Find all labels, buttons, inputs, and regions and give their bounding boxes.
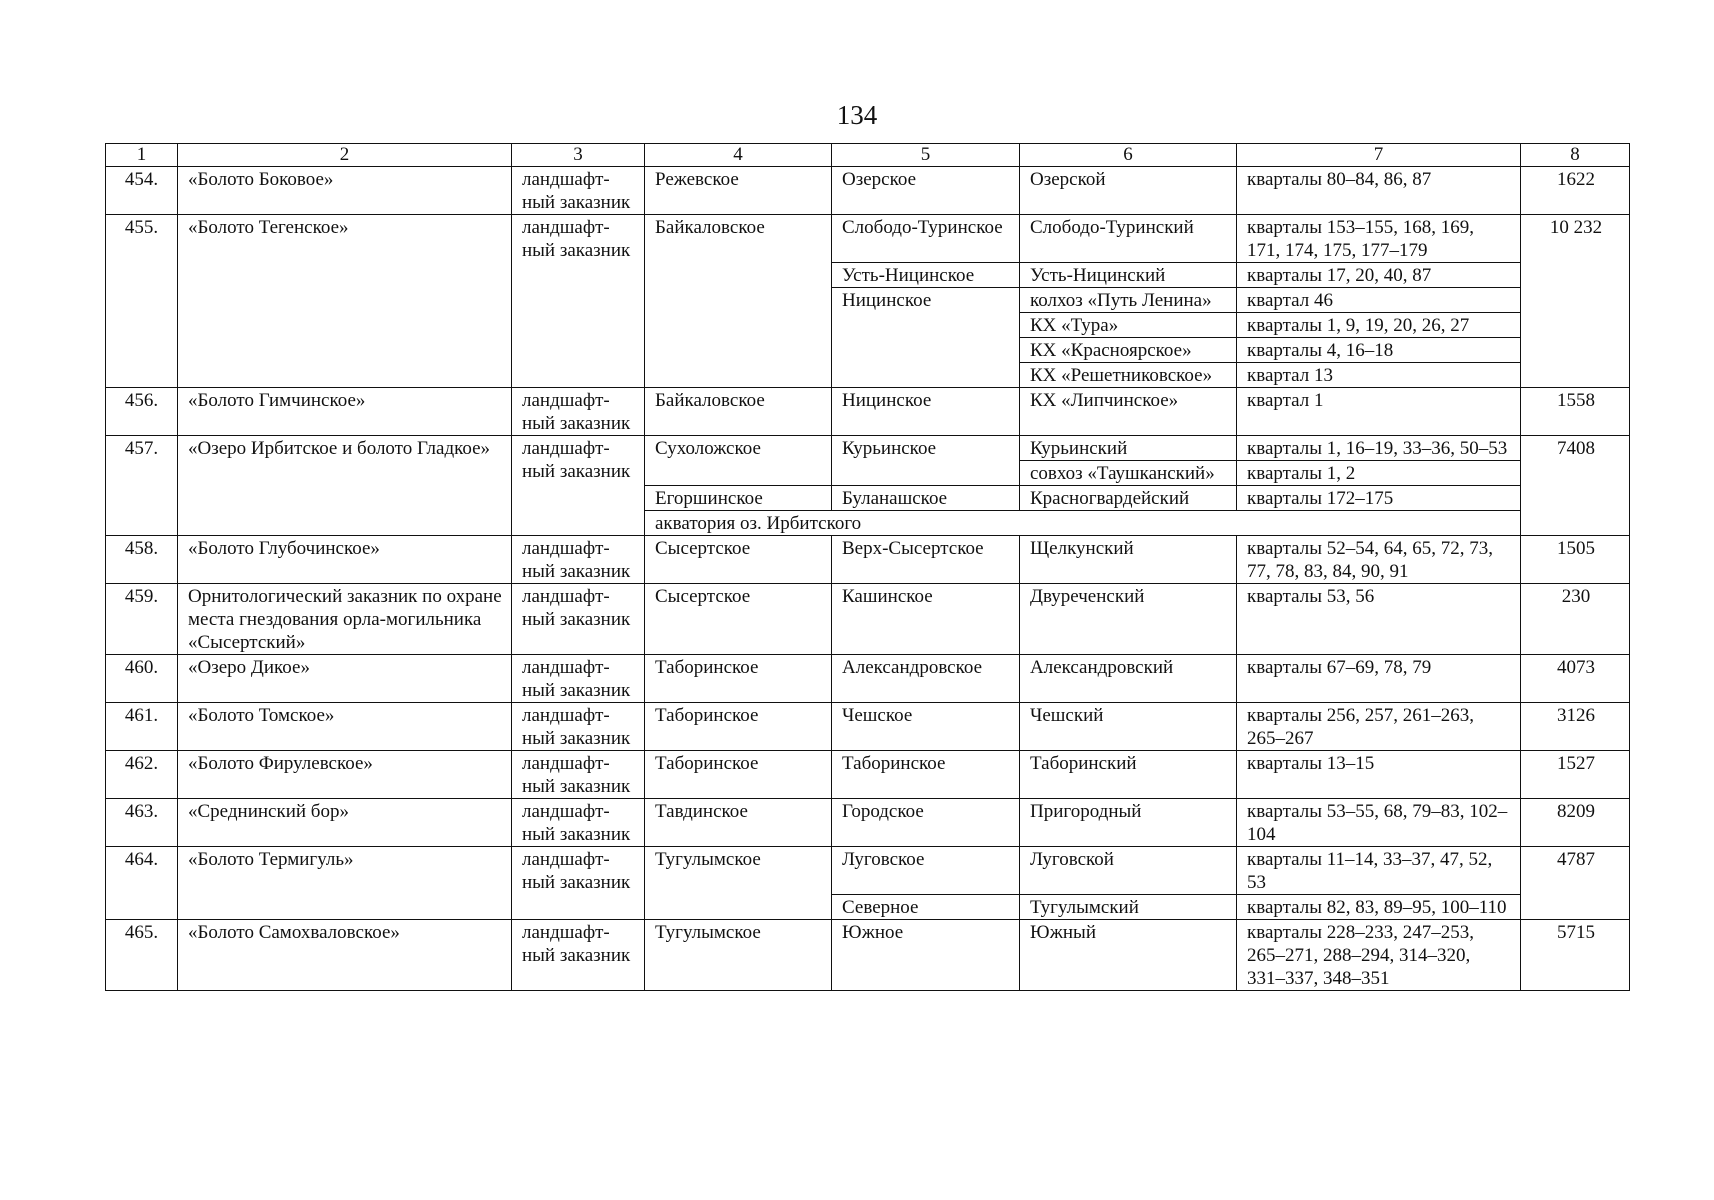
reserve-category: ландшафт- ный заказник	[512, 920, 645, 991]
reserve-name: «Болото Боковое»	[178, 167, 512, 215]
quarters: кварталы 52–54, 64, 65, 72, 73, 77, 78, 83, 84, 90, 91	[1237, 536, 1521, 584]
district-forestry: Байкаловское	[645, 388, 832, 436]
reserve-category: ландшафт- ный заказник	[512, 536, 645, 584]
table-row	[106, 847, 1630, 895]
quarters: кварталы 11–14, 33–37, 47, 52, 53	[1237, 847, 1521, 895]
forestry: Курьинское	[832, 436, 1020, 486]
reserve-name: «Болото Глубочинское»	[178, 536, 512, 584]
district-forestry: Таборинское	[645, 703, 832, 751]
district-forestry: Тугулымское	[645, 920, 832, 991]
forestry: Буланашское	[832, 486, 1020, 511]
table-row	[106, 655, 1630, 703]
column-number: 3	[512, 144, 645, 167]
district-forestry: Тугулымское	[645, 847, 832, 920]
subforestry: колхоз «Путь Ленина»	[1020, 288, 1237, 313]
table-row	[106, 751, 1630, 799]
entry-number: 457.	[106, 436, 178, 536]
column-number: 8	[1521, 144, 1630, 167]
district-forestry: Байкаловское	[645, 215, 832, 388]
quarters: кварталы 67–69, 78, 79	[1237, 655, 1521, 703]
area: 1505	[1521, 536, 1630, 584]
area: 5715	[1521, 920, 1630, 991]
area: 4787	[1521, 847, 1630, 920]
entry-number: 458.	[106, 536, 178, 584]
entry-number: 459.	[106, 584, 178, 655]
subforestry: КХ «Красноярское»	[1020, 338, 1237, 363]
forestry: Слободо-Туринское	[832, 215, 1020, 263]
quarters: кварталы 82, 83, 89–95, 100–110	[1237, 895, 1521, 920]
reserve-category: ландшафт- ный заказник	[512, 847, 645, 920]
district-forestry: Егоршинское	[645, 486, 832, 511]
reserve-category: ландшафт- ный заказник	[512, 436, 645, 536]
subforestry: Луговской	[1020, 847, 1237, 895]
table-row	[106, 799, 1630, 847]
entry-number: 465.	[106, 920, 178, 991]
subforestry: Таборинский	[1020, 751, 1237, 799]
reserve-name: «Болото Самохваловское»	[178, 920, 512, 991]
quarters: кварталы 53–55, 68, 79–83, 102–104	[1237, 799, 1521, 847]
reserve-name: Орнитологический заказник по охране места гнездования орла-могильника «Сысертский»	[178, 584, 512, 655]
reserve-category: ландшафт- ный заказник	[512, 655, 645, 703]
subforestry: Тугулымский	[1020, 895, 1237, 920]
area: 1622	[1521, 167, 1630, 215]
subforestry: КХ «Тура»	[1020, 313, 1237, 338]
column-number: 6	[1020, 144, 1237, 167]
area: 8209	[1521, 799, 1630, 847]
reserve-name: «Болото Тегенское»	[178, 215, 512, 388]
quarters: кварталы 17, 20, 40, 87	[1237, 263, 1521, 288]
subforestry: Александровский	[1020, 655, 1237, 703]
forestry: Кашинское	[832, 584, 1020, 655]
table-row	[106, 215, 1630, 263]
entry-number: 460.	[106, 655, 178, 703]
reserve-category: ландшафт- ный заказник	[512, 388, 645, 436]
page-number: 134	[836, 100, 878, 130]
entry-number: 464.	[106, 847, 178, 920]
quarters: квартал 1	[1237, 388, 1521, 436]
subforestry: Усть-Ницинский	[1020, 263, 1237, 288]
table-row	[106, 703, 1630, 751]
quarters: кварталы 1, 2	[1237, 461, 1521, 486]
area: 10 232	[1521, 215, 1630, 388]
forestry: Ницинское	[832, 388, 1020, 436]
quarters: кварталы 1, 9, 19, 20, 26, 27	[1237, 313, 1521, 338]
reserve-category: ландшафт- ный заказник	[512, 703, 645, 751]
forestry: Ницинское	[832, 288, 1020, 388]
area: 7408	[1521, 436, 1630, 536]
quarters: кварталы 153–155, 168, 169, 171, 174, 175, 177–179	[1237, 215, 1521, 263]
area: 230	[1521, 584, 1630, 655]
column-number: 2	[178, 144, 512, 167]
water-area-note: акватория оз. Ирбитского	[645, 511, 1521, 536]
subforestry: КХ «Липчинское»	[1020, 388, 1237, 436]
subforestry: Курьинский	[1020, 436, 1237, 461]
reserve-category: ландшафт- ный заказник	[512, 751, 645, 799]
forestry: Таборинское	[832, 751, 1020, 799]
area: 1558	[1521, 388, 1630, 436]
forestry: Луговское	[832, 847, 1020, 895]
column-number: 7	[1237, 144, 1521, 167]
subforestry: Слободо-Туринский	[1020, 215, 1237, 263]
reserves-table	[105, 143, 1630, 991]
district-forestry: Тавдинское	[645, 799, 832, 847]
reserve-category: ландшафт- ный заказник	[512, 215, 645, 388]
forestry: Южное	[832, 920, 1020, 991]
district-forestry: Таборинское	[645, 655, 832, 703]
entry-number: 455.	[106, 215, 178, 388]
entry-number: 463.	[106, 799, 178, 847]
quarters: кварталы 1, 16–19, 33–36, 50–53	[1237, 436, 1521, 461]
column-number: 1	[106, 144, 178, 167]
subforestry: Двуреченский	[1020, 584, 1237, 655]
subforestry: Щелкунский	[1020, 536, 1237, 584]
quarters: квартал 46	[1237, 288, 1521, 313]
table-row	[106, 388, 1630, 436]
forestry: Чешское	[832, 703, 1020, 751]
reserve-name: «Болото Термигуль»	[178, 847, 512, 920]
column-number: 5	[832, 144, 1020, 167]
table-row	[106, 584, 1630, 655]
area: 3126	[1521, 703, 1630, 751]
subforestry: Южный	[1020, 920, 1237, 991]
forestry: Северное	[832, 895, 1020, 920]
entry-number: 456.	[106, 388, 178, 436]
subforestry: Красногвардейский	[1020, 486, 1237, 511]
column-number: 4	[645, 144, 832, 167]
entry-number: 454.	[106, 167, 178, 215]
quarters: кварталы 53, 56	[1237, 584, 1521, 655]
table-row	[106, 167, 1630, 215]
area: 1527	[1521, 751, 1630, 799]
reserve-name: «Озеро Дикое»	[178, 655, 512, 703]
forestry: Озерское	[832, 167, 1020, 215]
forestry: Александровское	[832, 655, 1020, 703]
area: 4073	[1521, 655, 1630, 703]
quarters: кварталы 256, 257, 261–263, 265–267	[1237, 703, 1521, 751]
reserve-category: ландшафт- ный заказник	[512, 799, 645, 847]
subforestry: КХ «Решетниковское»	[1020, 363, 1237, 388]
reserve-name: «Среднинский бор»	[178, 799, 512, 847]
entry-number: 461.	[106, 703, 178, 751]
entry-number: 462.	[106, 751, 178, 799]
subforestry: совхоз «Таушканский»	[1020, 461, 1237, 486]
forestry: Верх-Сысертское	[832, 536, 1020, 584]
reserve-name: «Болото Томское»	[178, 703, 512, 751]
forestry: Городское	[832, 799, 1020, 847]
subforestry: Пригородный	[1020, 799, 1237, 847]
district-forestry: Режевское	[645, 167, 832, 215]
quarters: квартал 13	[1237, 363, 1521, 388]
quarters: кварталы 4, 16–18	[1237, 338, 1521, 363]
district-forestry: Сухоложское	[645, 436, 832, 486]
district-forestry: Сысертское	[645, 536, 832, 584]
subforestry: Озерской	[1020, 167, 1237, 215]
quarters: кварталы 80–84, 86, 87	[1237, 167, 1521, 215]
quarters: кварталы 228–233, 247–253, 265–271, 288–294, 314–320, 331–337, 348–351	[1237, 920, 1521, 991]
quarters: кварталы 172–175	[1237, 486, 1521, 511]
table-row	[106, 536, 1630, 584]
quarters: кварталы 13–15	[1237, 751, 1521, 799]
column-number-row	[106, 144, 1630, 167]
reserve-category: ландшафт- ный заказник	[512, 167, 645, 215]
forestry: Усть-Ницинское	[832, 263, 1020, 288]
district-forestry: Сысертское	[645, 584, 832, 655]
reserve-name: «Болото Гимчинское»	[178, 388, 512, 436]
district-forestry: Таборинское	[645, 751, 832, 799]
reserve-category: ландшафт- ный заказник	[512, 584, 645, 655]
reserve-name: «Болото Фирулевское»	[178, 751, 512, 799]
reserve-name: «Озеро Ирбитское и болото Гладкое»	[178, 436, 512, 536]
subforestry: Чешский	[1020, 703, 1237, 751]
table-row	[106, 920, 1630, 991]
table-row	[106, 436, 1630, 461]
